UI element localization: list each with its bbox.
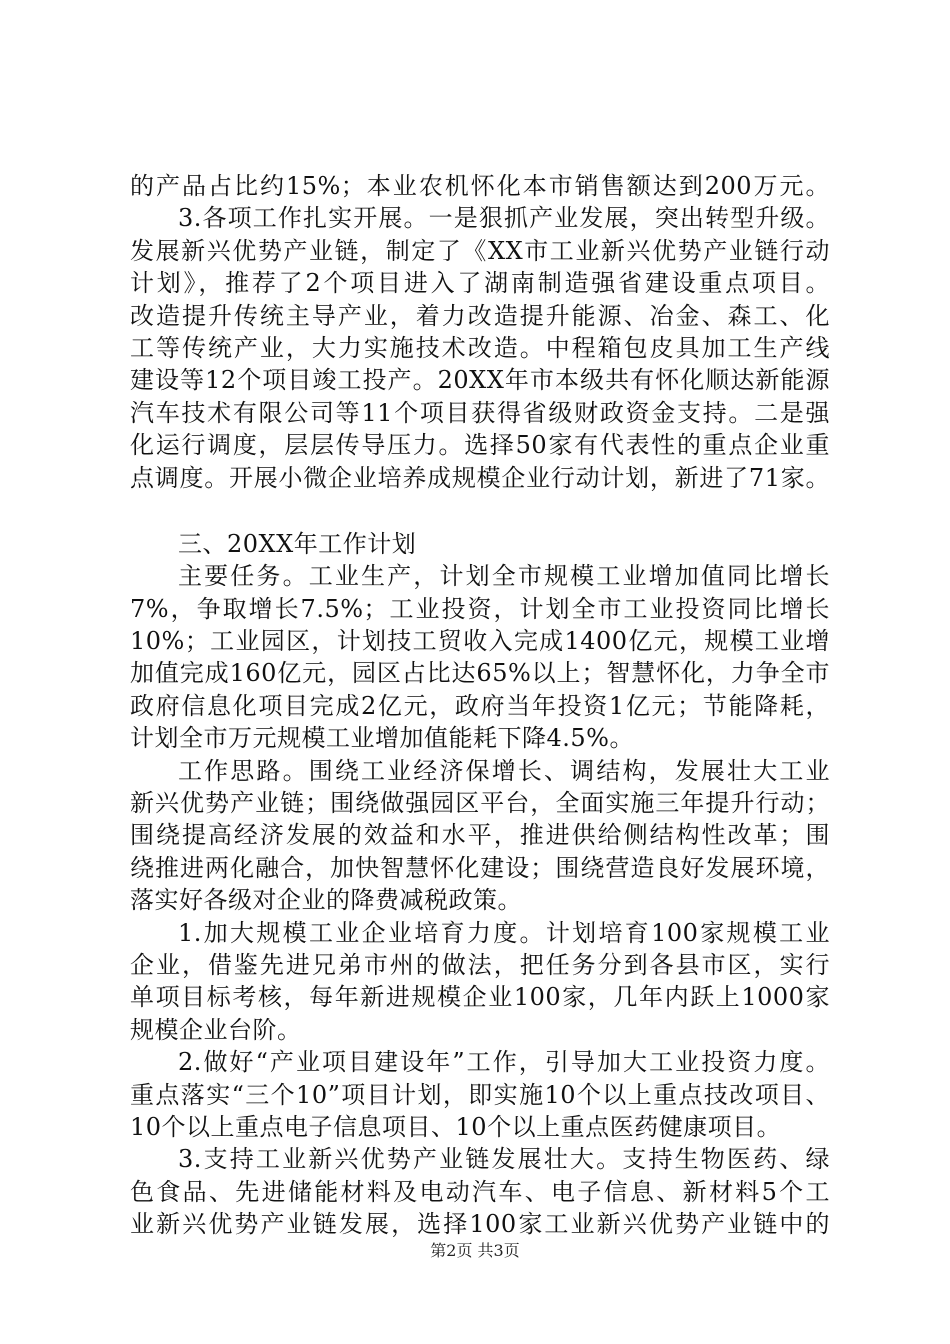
text-line: 政府信息化项目完成2亿元，政府当年投资1亿元；节能降耗， [130, 691, 830, 720]
text-line: 新兴优势产业链；围绕做强园区平台，全面实施三年提升行动； [130, 789, 830, 818]
text-line: 建设等12个项目竣工投产。20XX年市本级共有怀化顺达新能源 [130, 366, 830, 395]
text-line: 业新兴优势产业链发展，选择100家工业新兴优势产业链中的 [130, 1210, 830, 1239]
paragraph-start-line: 3.支持工业新兴优势产业链发展壮大。支持生物医药、绿 [178, 1145, 830, 1174]
text-line: 汽车技术有限公司等11个项目获得省级财政资金支持。二是强 [130, 398, 830, 427]
section-heading: 三、20XX年工作计划 [178, 529, 417, 558]
page-number-footer: 第2页 共3页 [430, 1241, 520, 1260]
paragraph-end-line: 10个以上重点电子信息项目、10个以上重点医药健康项目。 [130, 1112, 782, 1141]
paragraph-start-line: 主要任务。工业生产，计划全市规模工业增加值同比增长 [178, 562, 830, 591]
document-body [130, 170, 830, 1241]
paragraph-start-line: 2.做好“产业项目建设年”工作，引导加大工业投资力度。 [178, 1048, 830, 1077]
text-line: 重点落实“三个10”项目计划，即实施10个以上重点技改项目、 [130, 1080, 830, 1109]
text-line: 改造提升传统主导产业，着力改造提升能源、冶金、森工、化 [130, 301, 830, 330]
text-line: 点调度。开展小微企业培养成规模企业行动计划，新进了71家。 [130, 463, 830, 492]
text-line: 的产品占比约15%；本业农机怀化本市销售额达到200万元。 [130, 172, 830, 200]
text-line: 单项目标考核，每年新进规模企业100家，几年内跃上1000家 [130, 983, 830, 1012]
paragraph-start-line: 工作思路。围绕工业经济保增长、调结构，发展壮大工业 [178, 756, 830, 785]
text-line: 发展新兴优势产业链，制定了《XX市工业新兴优势产业链行动 [130, 236, 830, 265]
text-line: 围绕提高经济发展的效益和水平，推进供给侧结构性改革；围 [130, 821, 830, 850]
text-line: 色食品、先进储能材料及电动汽车、电子信息、新材料5个工 [130, 1177, 830, 1206]
paragraph-end-line: 计划全市万元规模工业增加值能耗下降4.5%。 [130, 724, 634, 753]
text-line: 化运行调度，层层传导压力。选择50家有代表性的重点企业重 [130, 431, 830, 460]
paragraph-end-line: 落实好各级对企业的降费减税政策。 [130, 886, 522, 915]
paragraph-start-line: 3.各项工作扎实开展。一是狠抓产业发展，突出转型升级。 [178, 204, 830, 233]
paragraph-end-line: 规模企业台阶。 [130, 1015, 302, 1044]
section-gap [130, 494, 830, 528]
text-line: 计划》，推荐了2个项目进入了湖南制造强省建设重点项目。 [130, 269, 830, 298]
paragraph-start-line: 1.加大规模工业企业培育力度。计划培育100家规模工业 [178, 918, 830, 947]
text-line: 10%；工业园区，计划技工贸收入完成1400亿元，规模工业增 [130, 627, 830, 656]
text-line: 加值完成160亿元，园区占比达65%以上；智慧怀化，力争全市 [130, 659, 830, 688]
text-line: 7%，争取增长7.5%；工业投资，计划全市工业投资同比增长 [130, 594, 830, 623]
text-line: 工等传统产业，大力实施技术改造。中程箱包皮具加工生产线 [130, 333, 830, 362]
text-line: 企业，借鉴先进兄弟市州的做法，把任务分到各县市区，实行 [130, 950, 830, 979]
text-line: 绕推进两化融合，加快智慧怀化建设；围绕营造良好发展环境， [130, 853, 830, 882]
